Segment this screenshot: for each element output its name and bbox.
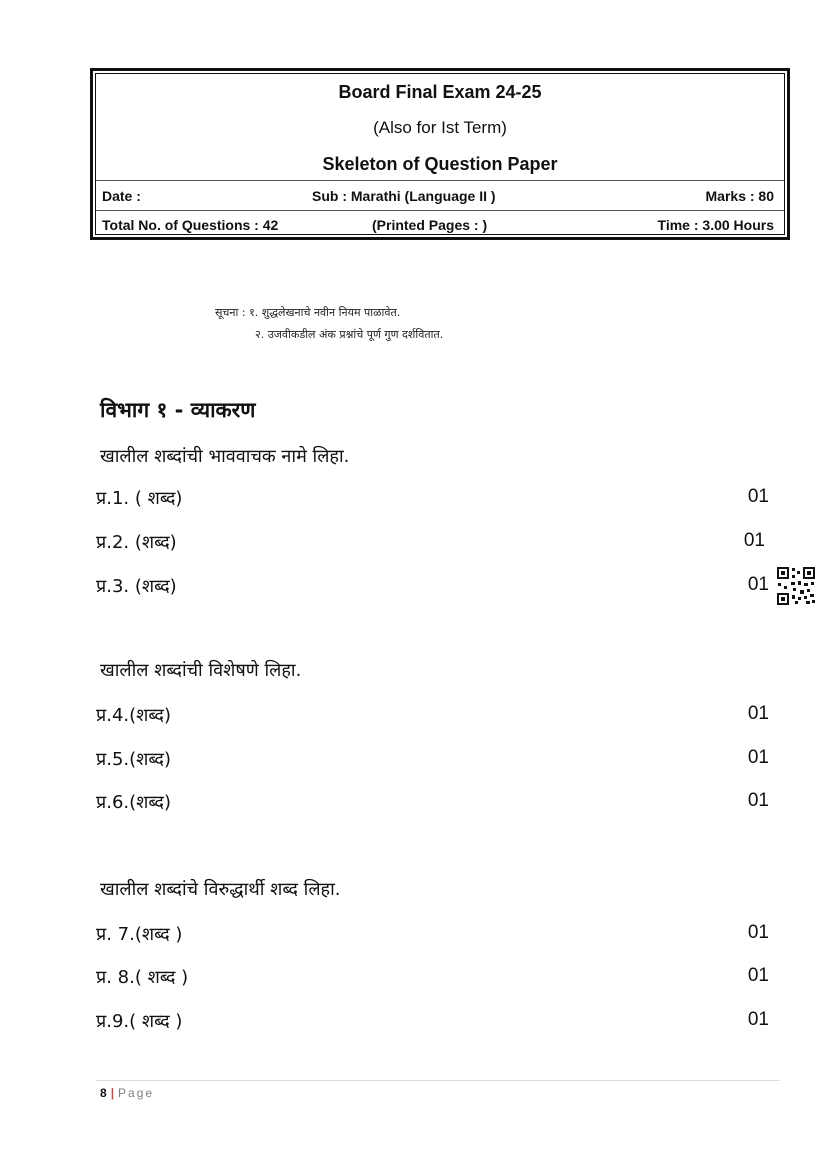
question-marks: 01 xyxy=(747,574,769,595)
question-marks: 01 xyxy=(747,922,769,943)
question-label: प्र.6.(शब्द) xyxy=(96,792,171,813)
printed-pages-label: (Printed Pages : ) xyxy=(372,217,488,233)
footer-divider xyxy=(96,1080,780,1081)
exam-subtitle: (Also for Ist Term) xyxy=(373,118,507,137)
question-marks: 01 xyxy=(747,747,769,768)
question-marks: 01 xyxy=(747,1009,769,1030)
page-footer xyxy=(100,1086,154,1100)
question-marks: 01 xyxy=(747,790,769,811)
question-marks: 01 xyxy=(747,486,769,507)
question-label: प्र.2. (शब्द) xyxy=(96,532,177,553)
question-marks: 01 xyxy=(747,703,769,724)
question-label: प्र.9.( शब्द ) xyxy=(96,1011,183,1032)
question-marks: 01 xyxy=(743,530,765,551)
subject-label: Sub : Marathi (Language II ) xyxy=(312,188,496,204)
time-label: Time : 3.00 Hours xyxy=(657,217,774,233)
footer-separator: | xyxy=(110,1086,115,1100)
instructions-notes xyxy=(215,305,443,349)
paper-heading: Skeleton of Question Paper xyxy=(322,154,558,174)
question-label: प्र. 7.(शब्द ) xyxy=(96,924,183,945)
page-label: Page xyxy=(118,1086,155,1100)
header-divider xyxy=(96,180,784,181)
question-label: प्र.1. ( शब्द) xyxy=(96,488,183,509)
question-label: प्र.4.(शब्द) xyxy=(96,705,171,726)
header-row-1 xyxy=(102,188,774,206)
marks-label: Marks : 80 xyxy=(705,188,774,204)
section-title: विभाग १ - व्याकरण xyxy=(100,398,256,422)
group-instruction: खालील शब्दांचे विरुद्धार्थी शब्द लिहा. xyxy=(100,879,341,900)
qr-code-icon xyxy=(776,566,816,606)
page-number: 8 xyxy=(100,1086,107,1100)
exam-title: Board Final Exam 24-25 xyxy=(338,82,542,102)
question-marks: 01 xyxy=(747,965,769,986)
question-label: प्र.5.(शब्द) xyxy=(96,749,171,770)
total-questions-label: Total No. of Questions : 42 xyxy=(102,217,279,233)
exam-header-box xyxy=(90,68,790,240)
question-label: प्र.3. (शब्द) xyxy=(96,576,177,597)
exam-header-inner xyxy=(95,73,785,235)
group-instruction: खालील शब्दांची भाववाचक नामे लिहा. xyxy=(100,446,350,467)
note-line-2: २. उजवीकडील अंक प्रश्नांचे पूर्ण गुण दर्शवितात. xyxy=(255,328,444,341)
header-row-2 xyxy=(102,217,774,235)
note-line-1: सूचना : १. शुद्धलेखनाचे नवीन नियम पाळावेत. xyxy=(215,306,401,319)
question-label: प्र. 8.( शब्द ) xyxy=(96,967,189,988)
header-divider xyxy=(96,210,784,211)
group-instruction: खालील शब्दांची विशेषणे लिहा. xyxy=(100,660,302,681)
date-label: Date : xyxy=(102,188,141,204)
